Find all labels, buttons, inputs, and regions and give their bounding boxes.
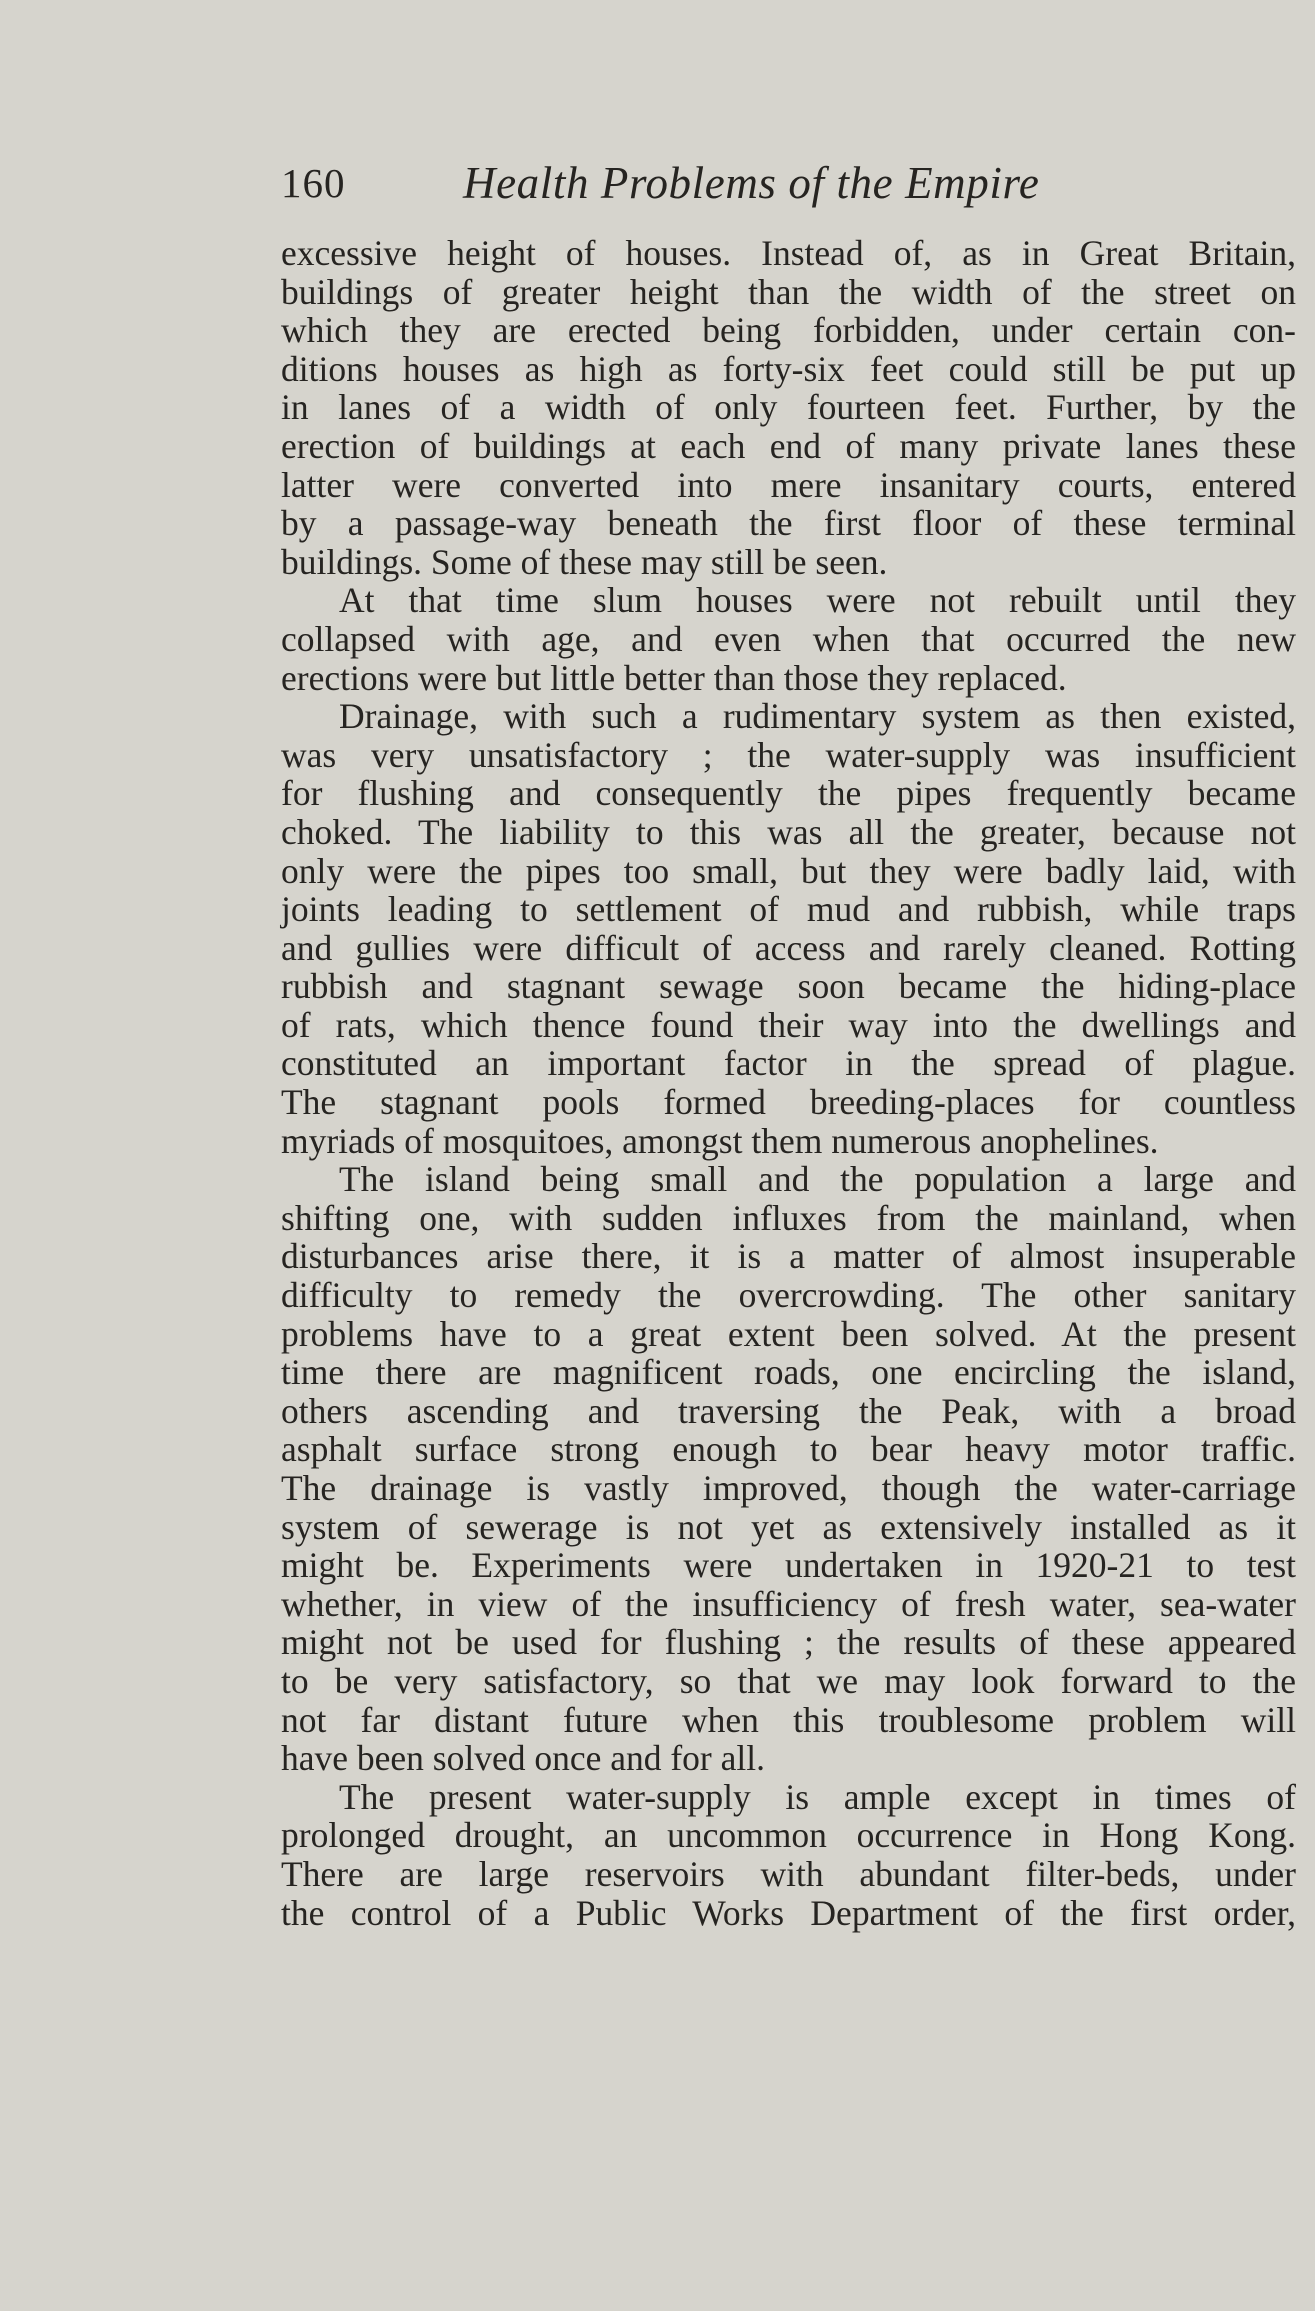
text-line: and gullies were difficult of access and rarely cleaned. Rotting	[281, 927, 1296, 968]
text-line: erection of buildings at each end of many private lanes these	[281, 425, 1296, 466]
text-line: might not be used for flushing ; the results of these appeared	[281, 1622, 1296, 1663]
text-line: constituted an important factor in the spread of plague.	[281, 1043, 1296, 1084]
text-line: choked. The liability to this was all the greater, because not	[281, 811, 1296, 852]
text-line: might be. Experiments were undertaken in 1920-21 to test	[281, 1545, 1296, 1586]
running-head	[281, 148, 1296, 218]
text-line: of rats, which thence found their way into the dwellings and	[281, 1004, 1296, 1045]
text-line: There are large reservoirs with abundant filter-beds, under	[281, 1853, 1296, 1894]
text-line: prolonged drought, an uncommon occurrence in Hong Kong.	[281, 1815, 1296, 1856]
text-line: which they are erected being forbidden, under certain con-	[281, 310, 1296, 351]
text-line: only were the pipes too small, but they were badly laid, with	[281, 850, 1296, 891]
running-title: Health Problems of the Empire	[463, 158, 1040, 208]
text-line: excessive height of houses. Instead of, as in Great Britain,	[281, 233, 1296, 273]
text-line: The present water-supply is ample except in times of	[339, 1776, 1296, 1817]
text-line: ditions houses as high as forty-six feet could still be put up	[281, 348, 1296, 389]
text-line: Drainage, with such a rudimentary system as then existed,	[339, 696, 1296, 737]
text-line: disturbances arise there, it is a matter of almost insuperable	[281, 1236, 1296, 1277]
body-text	[281, 234, 1296, 1932]
text-line: not far distant future when this troublesome problem will	[281, 1699, 1296, 1740]
text-line: The drainage is vastly improved, though the water-carriage	[281, 1468, 1296, 1508]
text-line: The island being small and the population a large and	[339, 1159, 1296, 1200]
text-line: rubbish and stagnant sewage soon became the hiding-place	[281, 966, 1296, 1007]
text-line: latter were converted into mere insanitary courts, entered	[281, 464, 1296, 505]
text-line: to be very satisfactory, so that we may look forward to the	[281, 1660, 1296, 1701]
page-number: 160	[281, 160, 346, 206]
text-line: At that time slum houses were not rebuilt until they	[339, 580, 1296, 621]
text-line: in lanes of a width of only fourteen feet. Further, by the	[281, 387, 1296, 428]
text-line: have been solved once and for all.	[281, 1738, 765, 1779]
text-line: whether, in view of the insufficiency of fresh water, sea-water	[281, 1583, 1296, 1624]
text-line: the control of a Public Works Department of the first order,	[281, 1892, 1296, 1933]
text-line: erections were but little better than those they replaced.	[281, 657, 1067, 698]
text-line: buildings of greater height than the width of the street on	[281, 271, 1296, 312]
text-line: asphalt surface strong enough to bear heavy motor traffic.	[281, 1429, 1296, 1470]
text-line: time there are magnificent roads, one encircling the island,	[281, 1352, 1296, 1393]
text-line: shifting one, with sudden influxes from the mainland, when	[281, 1197, 1296, 1238]
text-line: system of sewerage is not yet as extensively installed as it	[281, 1506, 1296, 1547]
text-line: problems have to a great extent been solved. At the present	[281, 1313, 1296, 1354]
text-line: buildings. Some of these may still be seen.	[281, 541, 888, 582]
text-line: myriads of mosquitoes, amongst them numerous anophelines.	[281, 1120, 1159, 1161]
text-line: others ascending and traversing the Peak, with a broad	[281, 1390, 1296, 1431]
text-line: collapsed with age, and even when that occurred the new	[281, 618, 1296, 659]
text-line: difficulty to remedy the overcrowding. The other sanitary	[281, 1275, 1296, 1316]
text-line: by a passage-way beneath the first floor of these terminal	[281, 503, 1296, 544]
text-line: for flushing and consequently the pipes frequently became	[281, 773, 1296, 814]
text-line: The stagnant pools formed breeding-places for countless	[281, 1082, 1296, 1123]
text-line: joints leading to settlement of mud and rubbish, while traps	[281, 889, 1296, 930]
text-line: was very unsatisfactory ; the water-supply was insufficient	[281, 734, 1296, 775]
